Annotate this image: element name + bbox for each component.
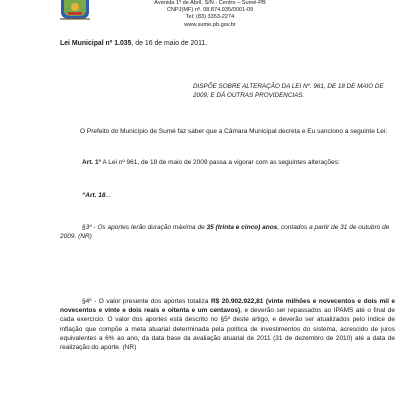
article-18-ellipsis: ... (105, 192, 111, 199)
article-1-text: A Lei nº 961, de 18 de maio de 2009 passa a vigorar com as seguintes alterações: (101, 159, 340, 166)
paragraph-4 (60, 297, 395, 352)
law-date: , de 16 de maio de 2011. (131, 40, 208, 47)
paragraph-4-text-b: , e deverão ser repassados ao IPAMS até o final de cada exercício. O valor dos aportes está descrito no §5º deste artigo, e deverão ser atualizados pelo índice de inflação que compõe a meta atuarial determinada pela política de investimentos do sistema, acrescido de juros equivalentes a 6% ao ano, da data base da avaliação atuarial de 2011 (31 de dezembro de 2010) até a data de realização do aporte. (NR) (60, 307, 395, 352)
article-1 (82, 158, 392, 167)
paragraph-3-text-b: , contados a partir de 31 de outubro de 2009. (NR) (60, 224, 390, 241)
article-1-label: Art. 1º (82, 159, 101, 166)
paragraph-3 (60, 223, 395, 241)
paragraph-4-amount: R$ 20.902.922,81 (vinte milhões e novecentos e dois mil e novecentos e vinte e dois reais e oitenta e um centavos) (60, 298, 395, 315)
header-cnpj: CNPJ(MF) nº. 08.874.935/0001-09 (166, 7, 254, 13)
header-phone: Tel: (83) 3353-2274 (185, 14, 235, 20)
article-18-label: “Art. 18 (82, 192, 106, 199)
paragraph-3-text-a: §3º - Os aportes terão duração máxima de (82, 224, 207, 231)
law-heading (60, 40, 207, 47)
law-summary: DISPÕE SOBRE ALTERAÇÃO DA LEI Nº. 961, DE 18 DE MAIO DE 2009, E DÁ OUTRAS PROVIDENCIAS. (193, 83, 384, 99)
paragraph-4-text-a: §4º - O valor presente dos aportes totaliza (82, 298, 211, 305)
header-address: Avenida 1º de Abril, S/N - Centro – Sumé-PB (154, 0, 266, 6)
intro-paragraph: O Prefeito do Município de Sumé faz saber que a Câmara Municipal decreta e Eu sanciono a seguinte Lei: (80, 128, 388, 135)
paragraph-3-duration: 35 (trinta e cinco) anos (206, 224, 278, 231)
article-18-heading (82, 191, 111, 200)
header-website[interactable]: www.sume.pb.gov.br (184, 22, 236, 28)
law-number: Lei Municipal nº 1.035 (60, 40, 132, 47)
